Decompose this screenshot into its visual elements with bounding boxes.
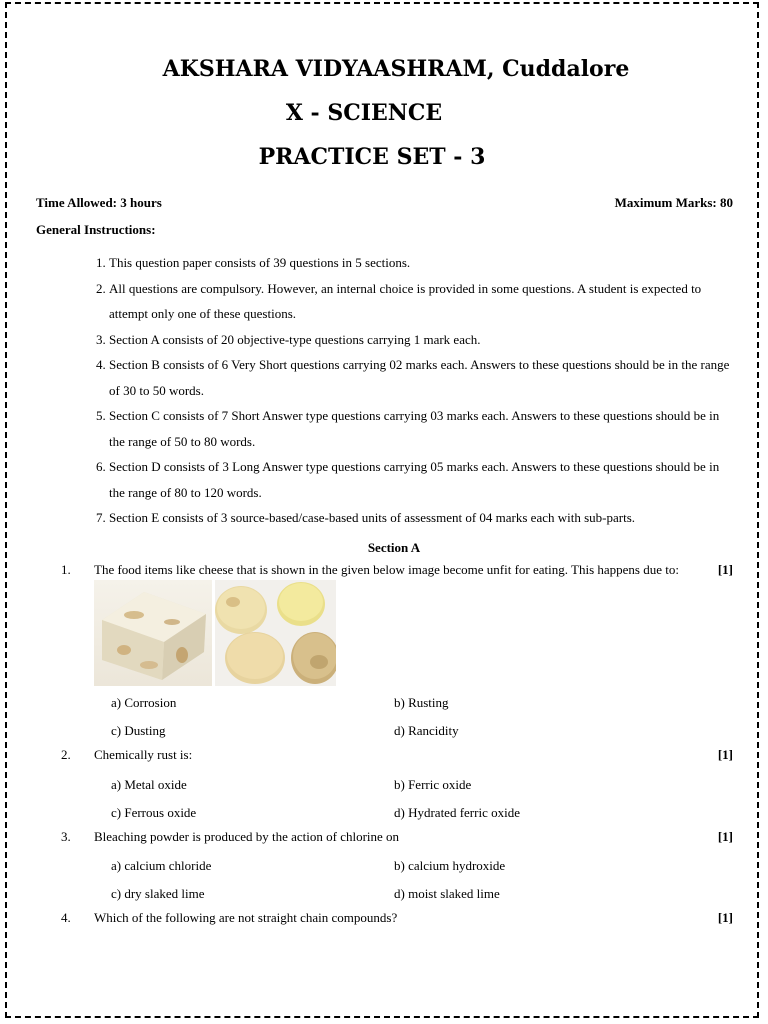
maximum-marks: Maximum Marks: 80	[614, 195, 733, 210]
option-b[interactable]: b) Ferric oxide	[394, 777, 472, 792]
option-a[interactable]: a) calcium chloride	[111, 858, 212, 873]
option-a[interactable]: a) Metal oxide	[111, 777, 187, 792]
question-mark: [1]	[717, 829, 733, 844]
option-b[interactable]: b) Rusting	[394, 695, 449, 710]
question-text: Bleaching powder is produced by the action of chlorine on	[94, 829, 400, 844]
instruction-item: 5. Section C consists of 7 Short Answer type questions carrying 03 marks each. Answers to these questions should be in the range of 50 to 80 words.	[109, 403, 730, 454]
option-c[interactable]: c) Dusting	[111, 723, 166, 738]
instruction-item: 4. Section B consists of 6 Very Short questions carrying 02 marks each. Answers to these questions should be in the range of 30 to 50 words.	[109, 352, 730, 403]
question-text: Which of the following are not straight chain compounds?	[94, 910, 398, 925]
question-text: The food items like cheese that is shown in the given below image become unfit for eating. This happens due to:	[94, 562, 679, 577]
instruction-item: 2. All questions are compulsory. However, an internal choice is provided in some questions. A student is expected to attempt only one of these questions.	[109, 276, 730, 327]
option-d[interactable]: d) Hydrated ferric oxide	[394, 805, 520, 820]
option-c[interactable]: c) Ferrous oxide	[111, 805, 197, 820]
option-a[interactable]: a) Corrosion	[111, 695, 177, 710]
question-mark: [1]	[717, 910, 733, 925]
cheese-image	[94, 580, 336, 686]
school-name: AKSHARA VIDYAASHRAM, Cuddalore	[162, 56, 630, 82]
option-b[interactable]: b) calcium hydroxide	[394, 858, 506, 873]
option-d[interactable]: d) Rancidity	[394, 723, 459, 738]
instruction-item: 6. Section D consists of 3 Long Answer type questions carrying 05 marks each. Answers to these questions should be in the range of 80 to 120 words.	[109, 454, 730, 505]
cheese-block-image	[94, 580, 212, 686]
instruction-item: 3. Section A consists of 20 objective-type questions carrying 1 mark each.	[109, 327, 730, 353]
question-mark: [1]	[717, 562, 733, 577]
question-number: 3.	[61, 829, 71, 844]
question-mark: [1]	[717, 747, 733, 762]
question-text: Chemically rust is:	[94, 747, 193, 762]
question-number: 2.	[61, 747, 71, 762]
instruction-item: 7. Section E consists of 3 source-based/case-based units of assessment of 04 marks each with sub-parts.	[109, 505, 730, 531]
practice-set-title: PRACTICE SET - 3	[258, 144, 486, 170]
instructions-list	[78, 250, 730, 531]
option-c[interactable]: c) dry slaked lime	[111, 886, 205, 901]
option-d[interactable]: d) moist slaked lime	[394, 886, 500, 901]
question-number: 4.	[61, 910, 71, 925]
time-allowed: Time Allowed: 3 hours	[36, 195, 162, 210]
question-number: 1.	[61, 562, 71, 577]
cheese-rounds-image	[215, 580, 336, 686]
subject-title: X - SCIENCE	[285, 100, 443, 126]
instruction-item: 1. This question paper consists of 39 questions in 5 sections.	[109, 250, 730, 276]
instructions-heading: General Instructions:	[36, 222, 156, 237]
section-a-heading: Section A	[367, 540, 421, 555]
